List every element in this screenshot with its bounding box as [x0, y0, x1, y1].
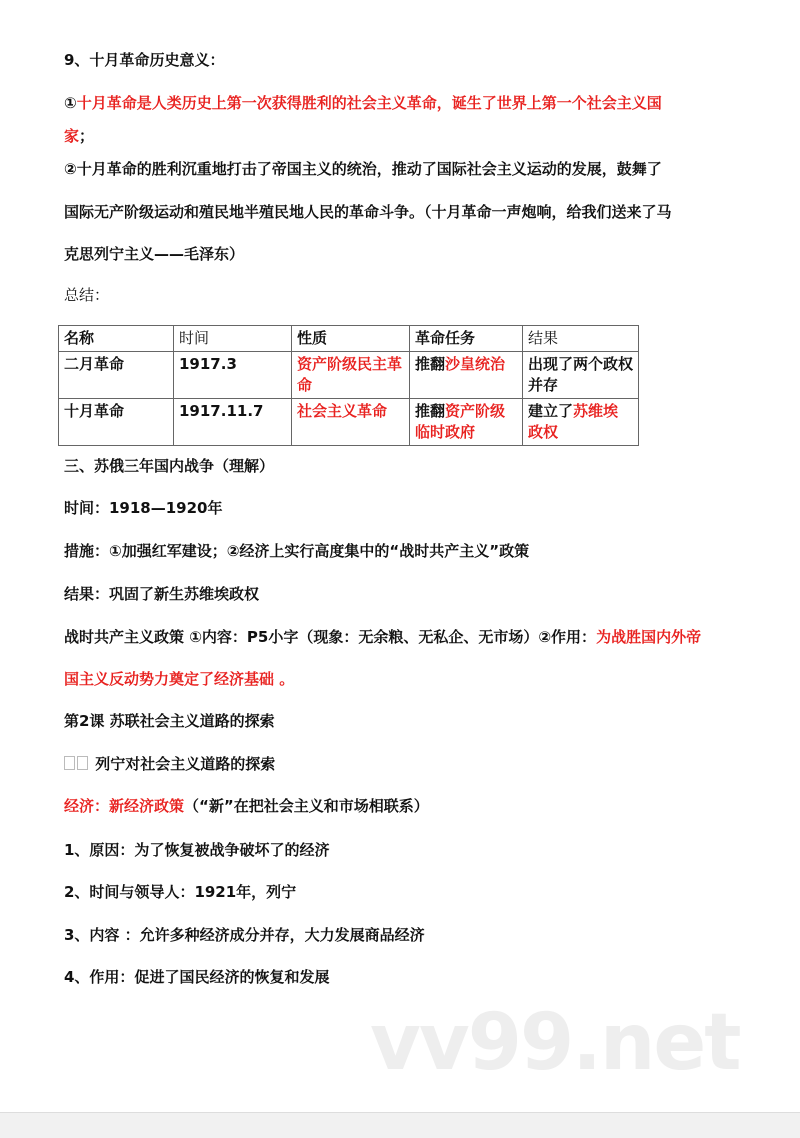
text-segment: 战时共产主义政策 ①内容：P5小字（现象：无余粮、无私企、无市场）②作用： [64, 628, 597, 646]
text-segment: 结果：巩固了新生苏维埃政权 [64, 585, 260, 603]
text-line [64, 498, 223, 518]
text-segment: 推翻 [415, 355, 446, 373]
text-segment: 推翻 [415, 402, 446, 420]
text-segment: ① [64, 94, 77, 112]
missing-glyph-icon [77, 756, 88, 770]
text-segment: 1917.11.7 [179, 402, 264, 420]
table-header-cell: 性质 [292, 326, 410, 352]
missing-glyph-icon [64, 756, 75, 770]
table-header-cell: 名称 [59, 326, 174, 352]
text-segment: 国际无产阶级运动和殖民地半殖民地人民的革命斗争。（十月革命一声炮响，给我们送来了马 [64, 203, 672, 221]
highlighted-text: 沙皇统治 [445, 355, 506, 373]
table-cell [410, 352, 523, 399]
table-cell [174, 399, 292, 446]
text-segment: （“新”在把社会主义和市场相联系） [184, 797, 429, 815]
text-line [64, 840, 329, 860]
table-header-cell: 革命任务 [410, 326, 523, 352]
highlighted-text: 经济：新经济政策 [64, 797, 185, 815]
table-header-cell: 结果 [523, 326, 639, 352]
text-segment: 4、作用：促进了国民经济的恢复和发展 [64, 968, 330, 986]
text-segment: 第2课 苏联社会主义道路的探索 [64, 712, 275, 730]
summary-table [58, 325, 639, 446]
table-cell [523, 352, 639, 399]
table-cell [292, 399, 410, 446]
table-cell [59, 352, 174, 399]
highlighted-text: 社会主义革命 [297, 402, 388, 420]
highlighted-text: 为战胜国内外帝 [596, 628, 702, 646]
table-row [59, 399, 639, 446]
text-segment: 总结： [64, 286, 110, 304]
text-segment: 三、苏俄三年国内战争（理解） [64, 457, 275, 475]
table-header-cell: 时间 [174, 326, 292, 352]
text-line [64, 93, 662, 113]
text-segment: 出现了两个政权并存 [528, 355, 634, 394]
text-segment: 措施：①加强红军建设；②经济上实行高度集中的“战时共产主义”政策 [64, 542, 530, 560]
text-segment: 3、内容 ：允许多种经济成分并存，大力发展商品经济 [64, 926, 425, 944]
text-line [64, 584, 259, 604]
section-heading [64, 754, 275, 774]
bottom-scroll-bar[interactable] [0, 1112, 800, 1138]
text-segment: 列宁对社会主义道路的探索 [90, 755, 276, 773]
table-cell [292, 352, 410, 399]
highlighted-text: 国主义反动势力奠定了经济基础 。 [64, 670, 295, 688]
table-header-row [59, 326, 639, 352]
text-line [64, 159, 662, 179]
text-line [64, 711, 275, 731]
text-line [64, 50, 224, 70]
text-line [64, 126, 94, 146]
text-segment: 二月革命 [64, 355, 125, 373]
text-line [64, 541, 529, 561]
highlighted-text: 苏维埃政权 [528, 402, 619, 441]
text-segment: 2、时间与领导人：1921年，列宁 [64, 883, 297, 901]
text-line [64, 882, 296, 902]
text-segment: ； [79, 127, 95, 145]
table-cell [174, 352, 292, 399]
text-segment: 克思列宁主义——毛泽东） [64, 245, 245, 263]
highlighted-text: 资产阶级临时政府 [415, 402, 506, 441]
text-line [64, 456, 274, 476]
table-cell [59, 399, 174, 446]
watermark: vv99.net [370, 998, 740, 1088]
text-line [64, 669, 294, 689]
text-line [64, 796, 429, 816]
highlighted-text: 家 [64, 127, 80, 145]
text-line [64, 967, 329, 987]
text-segment: 9、十月革命历史意义： [64, 51, 225, 69]
table-row [59, 352, 639, 399]
text-line [64, 285, 109, 305]
table-cell [410, 399, 523, 446]
text-line [64, 925, 425, 945]
text-segment: 十月革命 [64, 402, 125, 420]
highlighted-text: 资产阶级民主革命 [297, 355, 403, 394]
text-segment: ②十月革命的胜利沉重地打击了帝国主义的统治，推动了国际社会主义运动的发展，鼓舞了 [64, 160, 662, 178]
highlighted-text: 十月革命是人类历史上第一次获得胜利的社会主义革命，诞生了世界上第一个社会主义国 [76, 94, 662, 112]
text-line [64, 244, 244, 264]
text-segment: 1917.3 [179, 355, 237, 373]
text-segment: 建立了 [528, 402, 574, 420]
text-line [64, 202, 672, 222]
text-line [64, 627, 701, 647]
text-segment: 1、原因：为了恢复被战争破坏了的经济 [64, 841, 330, 859]
table-cell [523, 399, 639, 446]
text-segment: 时间：1918—1920年 [64, 499, 223, 517]
